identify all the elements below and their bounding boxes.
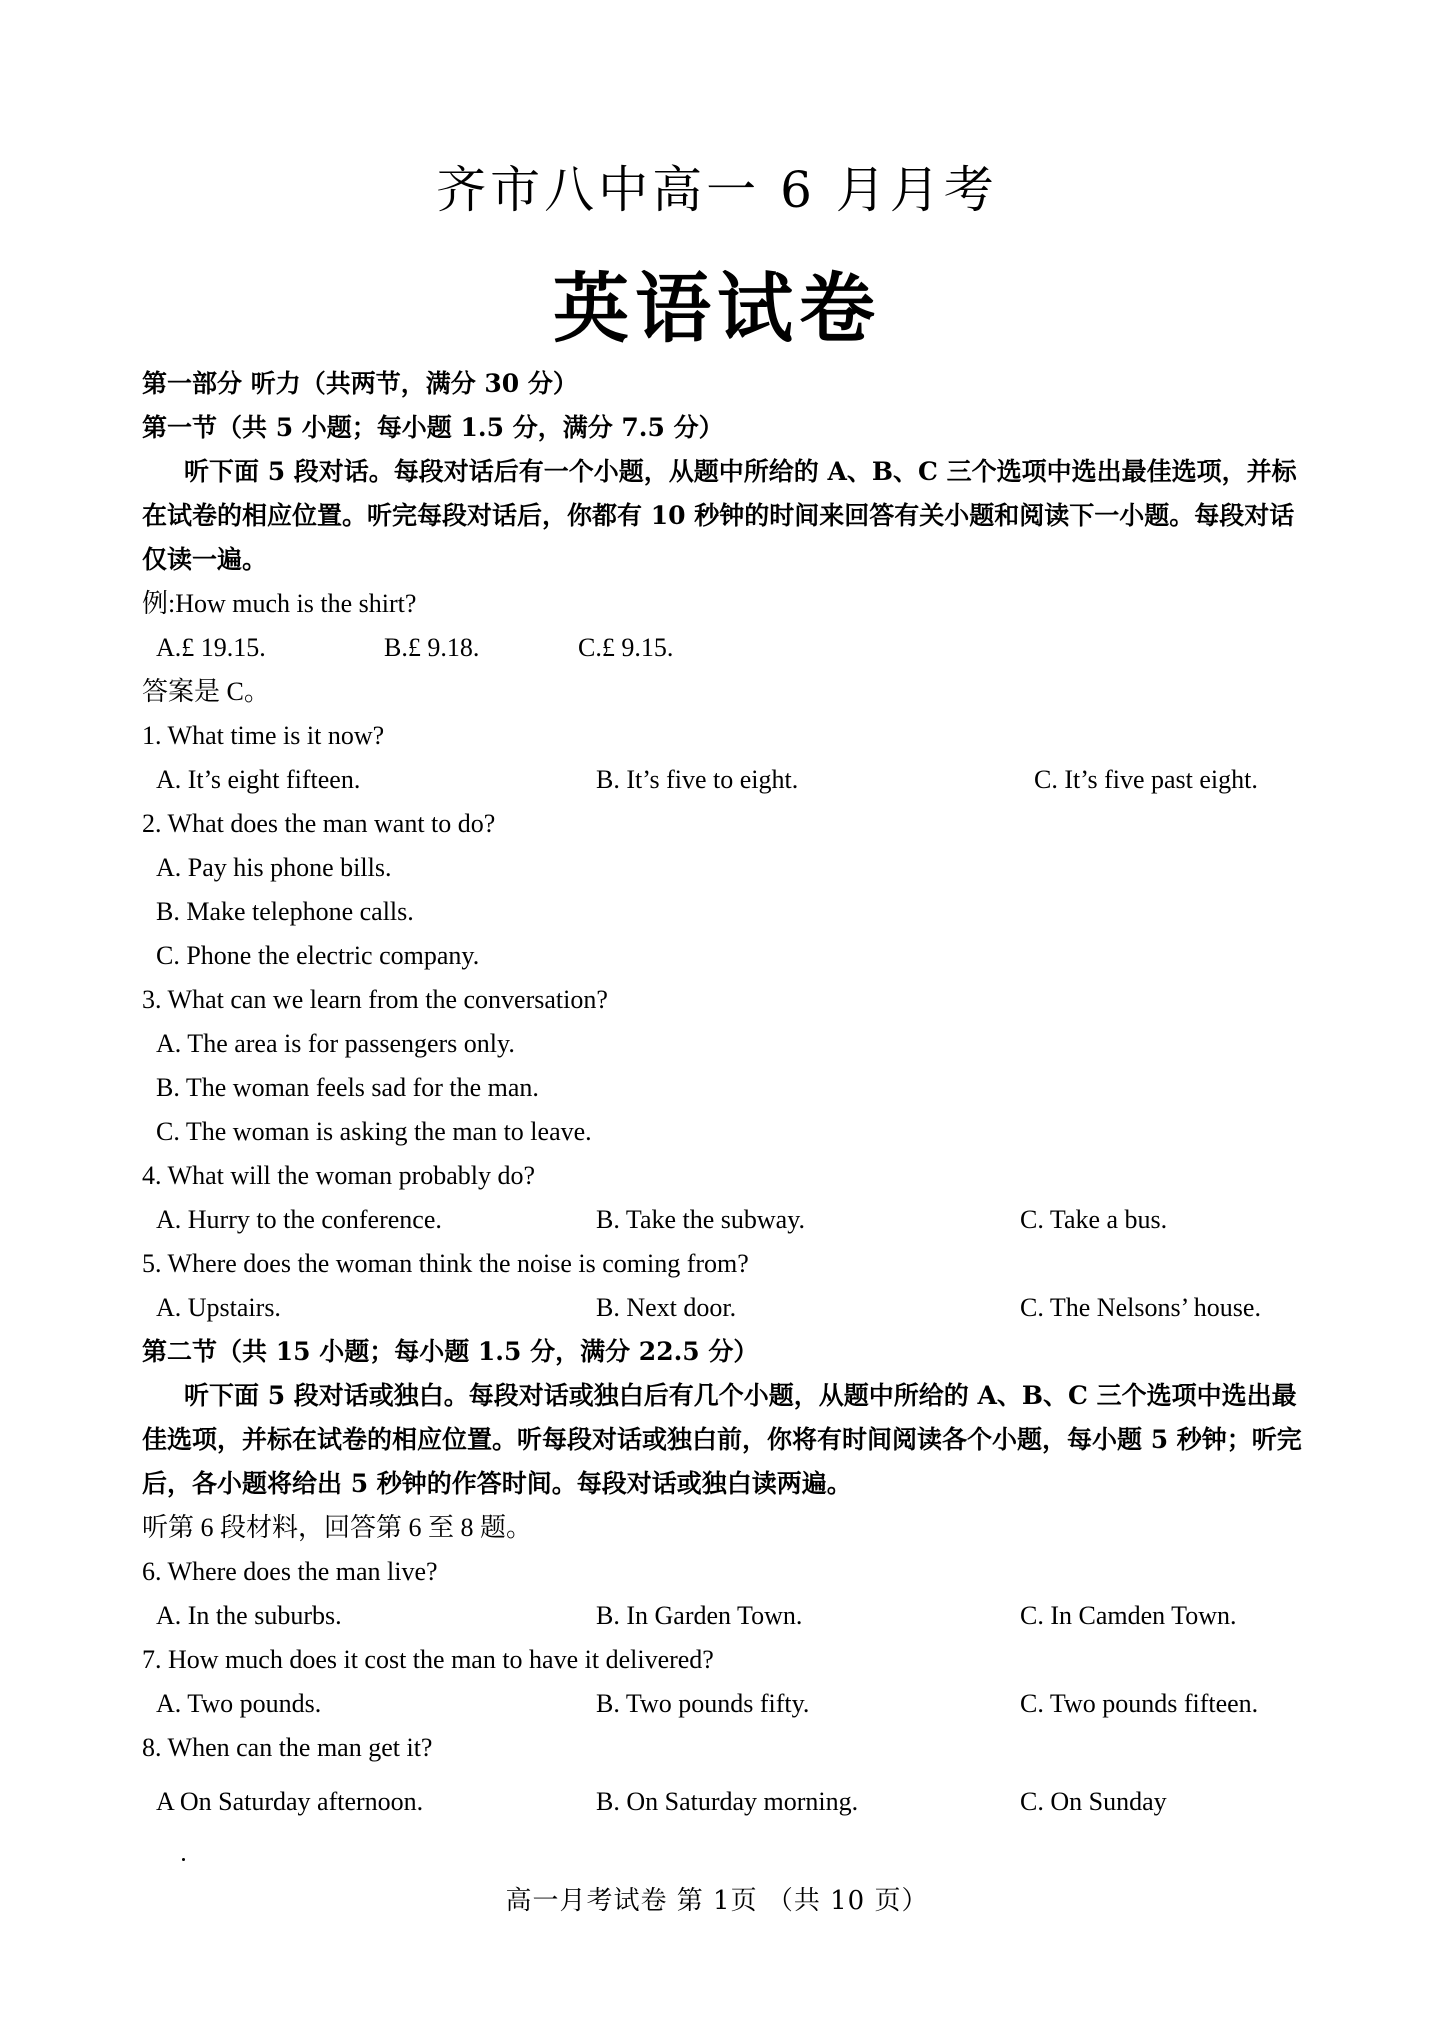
question-7-option-b: B. Two pounds fifty. (596, 1689, 810, 1718)
question-2-option-c: C. Phone the electric company. (156, 941, 480, 970)
question-3-option-a: A. The area is for passengers only. (156, 1029, 515, 1058)
question-4-options (142, 1198, 1302, 1242)
question-2-option-b: B. Make telephone calls. (156, 897, 414, 926)
example-question: 例:How much is the shirt? (142, 589, 417, 618)
question-7: 7. How much does it cost the man to have it delivered? (142, 1645, 714, 1674)
question-6: 6. Where does the man live? (142, 1557, 438, 1586)
question-6-option-a: A. In the suburbs. (156, 1601, 342, 1630)
question-3-option-b: B. The woman feels sad for the man. (156, 1073, 539, 1102)
question-1-option-c: C. It’s five past eight. (1034, 765, 1258, 794)
question-2: 2. What does the man want to do? (142, 809, 496, 838)
question-1-option-b: B. It’s five to eight. (596, 765, 799, 794)
example-answer: 答案是 C。 (142, 677, 270, 706)
question-3: 3. What can we learn from the conversation? (142, 985, 608, 1014)
question-5-option-c: C. The Nelsons’ house. (1020, 1293, 1261, 1322)
example-option-b: B.£ 9.18. (384, 633, 480, 662)
question-7-option-c: C. Two pounds fifteen. (1020, 1689, 1259, 1718)
material-intro: 听第 6 段材料，回答第 6 至 8 题。 (142, 1513, 533, 1542)
question-5-option-b: B. Next door. (596, 1293, 737, 1322)
question-1-option-a: A. It’s eight fifteen. (156, 765, 361, 794)
question-1: 1. What time is it now? (142, 721, 385, 750)
question-8-options (142, 1780, 1302, 1824)
question-4-option-c: C. Take a bus. (1020, 1205, 1168, 1234)
example-option-c: C.£ 9.15. (578, 633, 674, 662)
example-options (142, 626, 1302, 670)
question-5-options (142, 1286, 1302, 1330)
question-5-option-a: A. Upstairs. (156, 1293, 281, 1322)
question-8-option-a: A On Saturday afternoon. (156, 1787, 424, 1816)
stray-mark (182, 1858, 185, 1861)
page-content (142, 362, 1302, 1824)
question-1-options (142, 758, 1302, 802)
question-5: 5. Where does the woman think the noise is coming from? (142, 1249, 749, 1278)
part1-heading: 第一部分 听力（共两节，满分 30 分） (142, 369, 578, 398)
question-7-options (142, 1682, 1302, 1726)
question-2-option-a: A. Pay his phone bills. (156, 853, 392, 882)
section2-instructions: 听下面 5 段对话或独白。每段对话或独白后有几个小题，从题中所给的 A、B、C 三个选项中选出最佳选项，并标在试卷的相应位置。听每段对话或独白前，你将有时间阅读各个小题，每小题 5 秒钟；听完后，各小题将给出 5 秒钟的作答时间。每段对话或独白读两遍。 (142, 1381, 1302, 1498)
question-3-option-c: C. The woman is asking the man to leave. (156, 1117, 592, 1146)
section2-heading: 第二节（共 15 小题；每小题 1.5 分，满分 22.5 分） (142, 1337, 759, 1366)
question-7-option-a: A. Two pounds. (156, 1689, 322, 1718)
question-8-option-b: B. On Saturday morning. (596, 1787, 859, 1816)
question-4-option-a: A. Hurry to the conference. (156, 1205, 442, 1234)
subject-title: 英语试卷 (553, 264, 881, 353)
question-8-option-c: C. On Sunday (1020, 1787, 1167, 1816)
question-6-option-b: B. In Garden Town. (596, 1601, 803, 1630)
question-6-options (142, 1594, 1302, 1638)
question-4: 4. What will the woman probably do? (142, 1161, 536, 1190)
question-6-option-c: C. In Camden Town. (1020, 1601, 1237, 1630)
exam-title: 齐市八中高一 6 月月考 (436, 161, 998, 219)
page-footer: 高一月考试卷 第 1页 （共 10 页） (505, 1886, 929, 1916)
question-8: 8. When can the man get it? (142, 1733, 433, 1762)
question-4-option-b: B. Take the subway. (596, 1205, 806, 1234)
example-option-a: A.£ 19.15. (156, 633, 266, 662)
section1-heading: 第一节（共 5 小题；每小题 1.5 分，满分 7.5 分） (142, 413, 724, 442)
section1-instructions: 听下面 5 段对话。每段对话后有一个小题，从题中所给的 A、B、C 三个选项中选出最佳选项，并标在试卷的相应位置。听完每段对话后，你都有 10 秒钟的时间来回答有关小题和阅读下一小题。每段对话仅读一遍。 (142, 457, 1297, 574)
